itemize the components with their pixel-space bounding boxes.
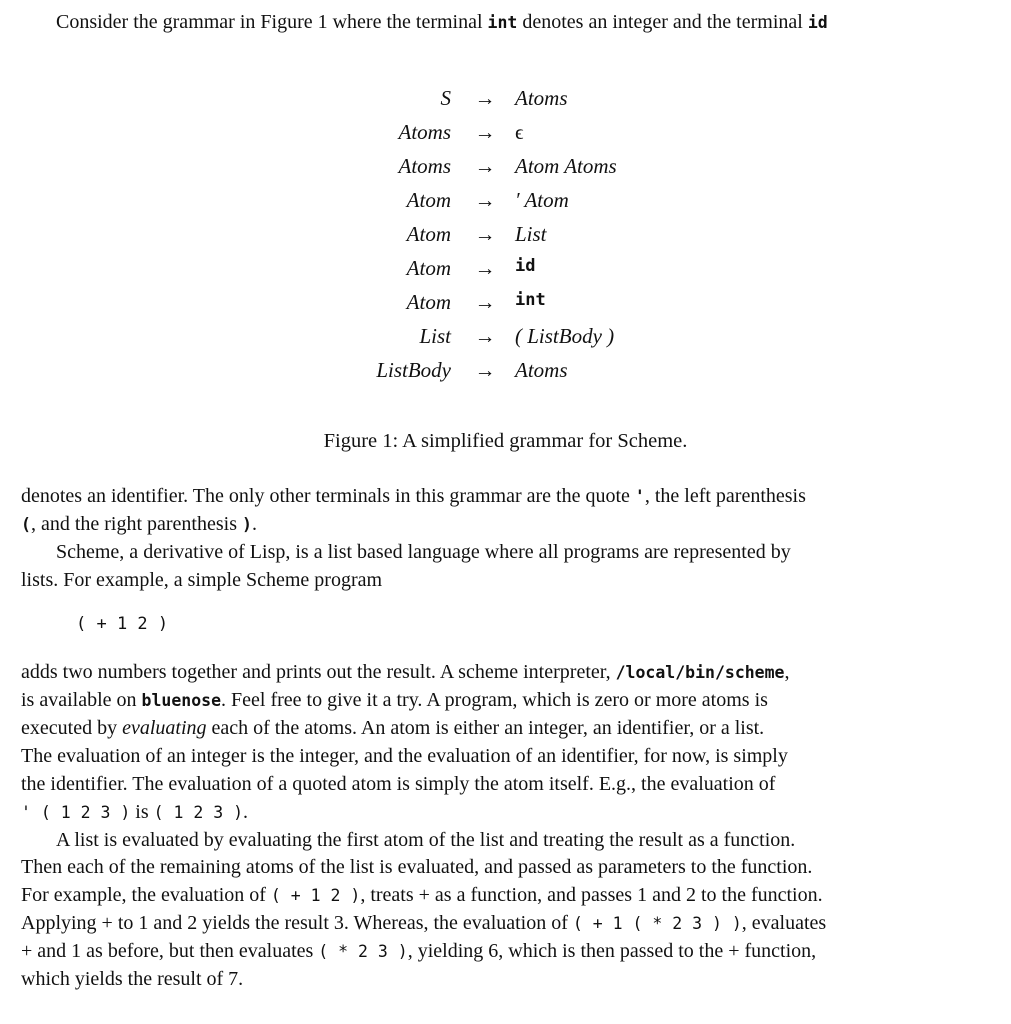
rule-rhs: ϵ [515, 120, 524, 144]
intro-line [56, 8, 828, 37]
arrow-icon: → [474, 256, 496, 280]
text-run: is available on [21, 689, 142, 711]
para4-line-3 [21, 881, 823, 910]
figure-caption: Figure 1: A simplified grammar for Scheme. [323, 430, 688, 452]
text-run: For example, the evaluation of [21, 884, 271, 906]
rule-rhs: Atoms [515, 86, 568, 110]
rule-rhs: id [515, 256, 536, 276]
rule-lhs: List [419, 324, 451, 348]
text-run: + and 1 as before, but then evaluates [21, 940, 319, 962]
arrow-icon: → [474, 358, 496, 382]
rule-rhs: int [515, 290, 546, 310]
para1-line-2 [21, 510, 257, 539]
text-run: adds two numbers together and prints out the result. A scheme interpreter, [21, 661, 616, 683]
text-run: is [130, 801, 154, 823]
para2-line-2: lists. For example, a simple Scheme program [21, 569, 383, 591]
text-run: each of the atoms. An atom is either an integer, an identifier, or a list. [206, 717, 765, 739]
terminal-quote: ' [634, 487, 645, 506]
host-name: bluenose [141, 691, 222, 710]
arrow-icon: → [474, 188, 496, 212]
interpreter-path: /local/bin/scheme [615, 663, 785, 682]
rule-rhs: Atoms [515, 358, 568, 382]
grammar-rule [0, 324, 1011, 358]
rule-lhs: Atom [406, 290, 451, 314]
intro-text-2: denotes an integer and the terminal [517, 11, 808, 33]
para4-line-1: A list is evaluated by evaluating the first atom of the list and treating the result as a function. [56, 829, 796, 851]
para4-line-5 [21, 937, 816, 966]
rule-rhs: List [515, 222, 547, 246]
text-run: . Feel free to give it a try. A program, which is zero or more atoms is [221, 689, 768, 711]
grammar-rule [0, 86, 1011, 120]
rule-lhs: ListBody [376, 358, 451, 382]
rule-rhs: ( ListBody ) [515, 324, 615, 348]
arrow-icon: → [474, 86, 496, 110]
para3-line-2 [21, 686, 768, 715]
para1-line-1 [21, 482, 806, 511]
para3-line-5: the identifier. The evaluation of a quoted atom is simply the atom itself. E.g., the evaluation of [21, 773, 776, 795]
para2-line-1: Scheme, a derivative of Lisp, is a list based language where all programs are represented by [56, 541, 791, 563]
para3-line-1 [21, 658, 790, 687]
grammar-rule [0, 358, 1011, 392]
rule-lhs: Atom [406, 188, 451, 212]
code-inline: ( + 1 2 ) [270, 886, 361, 905]
text-run: . [251, 513, 257, 535]
rule-rhs: Atom Atoms [515, 154, 617, 178]
text-run: denotes an identifier. The only other terminals in this grammar are the quote [21, 485, 635, 507]
rule-lhs: S [440, 86, 451, 110]
grammar-rule [0, 188, 1011, 222]
text-run: , the left parenthesis [644, 485, 806, 507]
para3-line-3 [21, 714, 764, 742]
para4-line-2: Then each of the remaining atoms of the list is evaluated, and passed as parameters to the function. [21, 856, 813, 878]
para4-line-6: which yields the result of 7. [21, 968, 244, 990]
rule-lhs: Atoms [398, 154, 451, 178]
rule-lhs: Atom [406, 222, 451, 246]
grammar-rule [0, 154, 1011, 188]
para4-line-4 [21, 909, 826, 938]
text-run: , [784, 661, 790, 683]
arrow-icon: → [474, 222, 496, 246]
emphasis: evaluating [122, 717, 207, 739]
arrow-icon: → [474, 154, 496, 178]
terminal-int: int [487, 13, 518, 32]
text-run: , evaluates [741, 912, 827, 934]
grammar-rule [0, 120, 1011, 154]
code-example: ( + 1 2 ) [76, 614, 169, 634]
para3-line-4: The evaluation of an integer is the integer, and the evaluation of an identifier, for now, is simply [21, 745, 788, 767]
code-inline: ( * 2 3 ) [318, 942, 408, 961]
grammar-rule [0, 256, 1011, 290]
arrow-icon: → [474, 120, 496, 144]
code-inline: ( + 1 ( * 2 3 ) ) [572, 914, 742, 933]
grammar-rule [0, 222, 1011, 256]
intro-text-1: Consider the grammar in Figure 1 where the terminal [56, 11, 488, 33]
text-run: Applying + to 1 and 2 yields the result 3. Whereas, the evaluation of [21, 912, 573, 934]
text-run: , treats + as a function, and passes 1 and 2 to the function. [360, 884, 823, 906]
text-run: , yielding 6, which is then passed to the + function, [407, 940, 817, 962]
text-run: , and the right parenthesis [30, 513, 242, 535]
terminal-lparen: ( [21, 515, 31, 534]
arrow-icon: → [474, 290, 496, 314]
terminal-rparen: ) [242, 515, 252, 534]
terminal-id: id [807, 13, 828, 32]
arrow-icon: → [474, 324, 496, 348]
rule-lhs: Atom [406, 256, 451, 280]
grammar-rule [0, 290, 1011, 324]
code-inline: ' ( 1 2 3 ) [21, 803, 131, 822]
rule-rhs: ′ Atom [515, 188, 569, 212]
text-run: executed by [21, 717, 123, 739]
text-run: . [243, 801, 249, 823]
rule-lhs: Atoms [398, 120, 451, 144]
code-inline: ( 1 2 3 ) [153, 803, 244, 822]
para3-line-6 [21, 798, 248, 827]
